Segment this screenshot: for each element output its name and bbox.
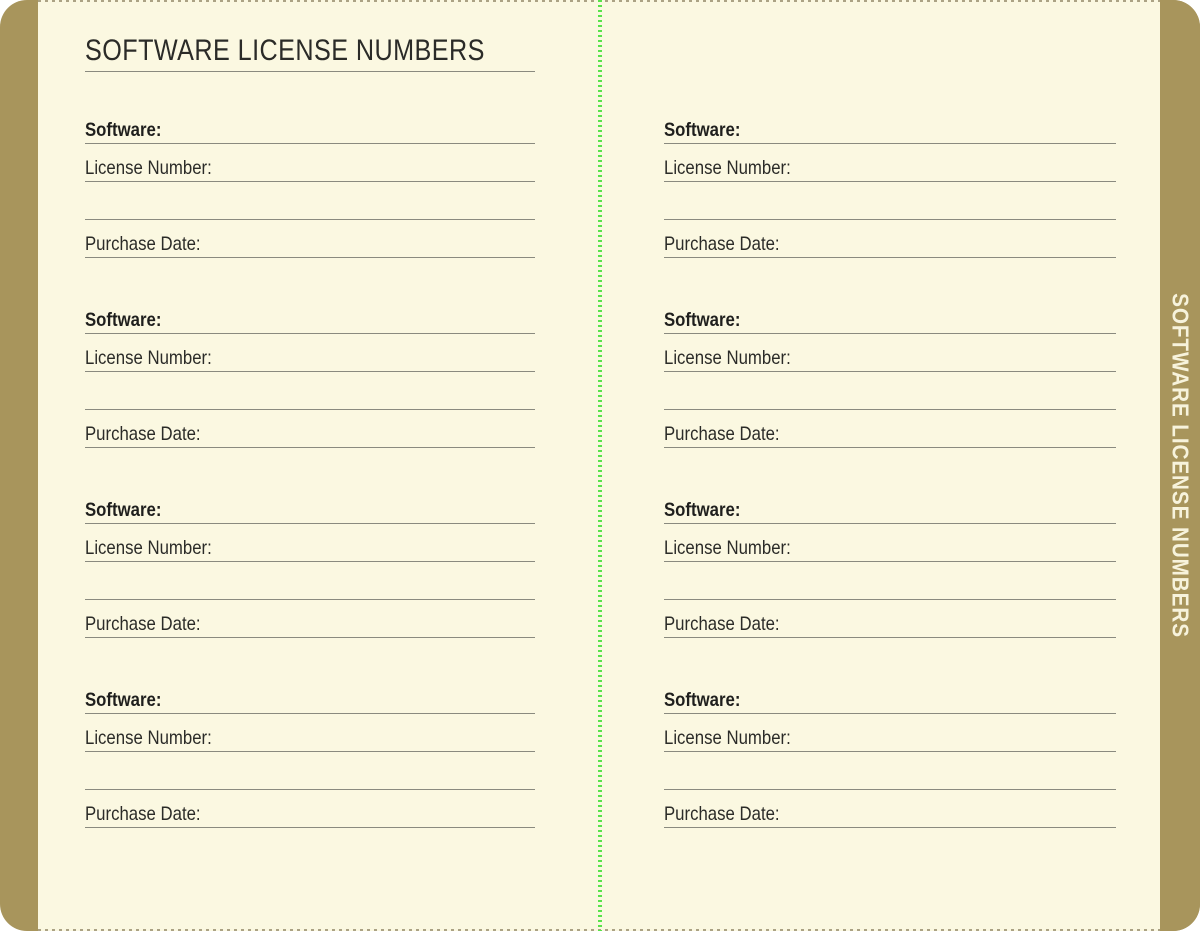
purchase-date-label: Purchase Date: bbox=[664, 232, 780, 255]
purchase-date-label: Purchase Date: bbox=[664, 422, 780, 445]
right-column bbox=[664, 119, 1116, 879]
software-label: Software: bbox=[85, 118, 162, 141]
license-number-line bbox=[85, 524, 535, 562]
page-title-text: SOFTWARE LICENSE NUMBERS bbox=[85, 34, 485, 67]
license-number-line bbox=[85, 334, 535, 372]
license-number-label: License Number: bbox=[85, 346, 212, 369]
side-tab bbox=[1160, 0, 1200, 931]
license-number-extra-line bbox=[664, 182, 1116, 220]
license-number-label: License Number: bbox=[664, 726, 791, 749]
page-title bbox=[85, 36, 535, 72]
purchase-date-line bbox=[664, 410, 1116, 448]
software-label: Software: bbox=[664, 308, 741, 331]
license-number-extra-line bbox=[664, 752, 1116, 790]
license-number-label: License Number: bbox=[85, 536, 212, 559]
license-entry bbox=[85, 499, 535, 638]
license-number-line bbox=[664, 714, 1116, 752]
license-number-extra-line bbox=[85, 562, 535, 600]
purchase-date-label: Purchase Date: bbox=[664, 612, 780, 635]
software-line bbox=[85, 499, 535, 524]
license-number-extra-line bbox=[664, 372, 1116, 410]
license-number-line bbox=[85, 714, 535, 752]
purchase-date-line bbox=[85, 600, 535, 638]
license-number-extra-line bbox=[664, 562, 1116, 600]
purchase-date-line bbox=[664, 220, 1116, 258]
license-number-extra-line bbox=[85, 752, 535, 790]
license-entry bbox=[85, 309, 535, 448]
purchase-date-label: Purchase Date: bbox=[85, 232, 201, 255]
purchase-date-line bbox=[85, 790, 535, 828]
center-divider bbox=[598, 0, 602, 931]
license-number-label: License Number: bbox=[664, 536, 791, 559]
software-label: Software: bbox=[664, 118, 741, 141]
license-entry bbox=[664, 499, 1116, 638]
software-line bbox=[85, 119, 535, 144]
purchase-date-line bbox=[664, 790, 1116, 828]
license-number-line bbox=[664, 144, 1116, 182]
license-number-extra-line bbox=[85, 182, 535, 220]
license-number-line bbox=[664, 524, 1116, 562]
purchase-date-label: Purchase Date: bbox=[85, 802, 201, 825]
license-number-label: License Number: bbox=[85, 726, 212, 749]
purchase-date-label: Purchase Date: bbox=[85, 612, 201, 635]
side-tab-label: SOFTWARE LICENSE NUMBERS bbox=[1167, 293, 1194, 638]
license-number-label: License Number: bbox=[664, 346, 791, 369]
software-line bbox=[664, 119, 1116, 144]
license-number-label: License Number: bbox=[664, 156, 791, 179]
license-entry bbox=[664, 689, 1116, 828]
software-line bbox=[664, 689, 1116, 714]
purchase-date-line bbox=[85, 220, 535, 258]
purchase-date-label: Purchase Date: bbox=[85, 422, 201, 445]
software-label: Software: bbox=[664, 688, 741, 711]
software-line bbox=[664, 499, 1116, 524]
software-line bbox=[85, 309, 535, 334]
license-number-line bbox=[85, 144, 535, 182]
software-line bbox=[85, 689, 535, 714]
software-label: Software: bbox=[85, 498, 162, 521]
purchase-date-label: Purchase Date: bbox=[664, 802, 780, 825]
license-entry bbox=[85, 119, 535, 258]
left-column bbox=[85, 119, 535, 879]
software-label: Software: bbox=[85, 308, 162, 331]
license-entry bbox=[85, 689, 535, 828]
license-number-extra-line bbox=[85, 372, 535, 410]
software-label: Software: bbox=[664, 498, 741, 521]
license-number-label: License Number: bbox=[85, 156, 212, 179]
license-entry bbox=[664, 119, 1116, 258]
purchase-date-line bbox=[664, 600, 1116, 638]
software-label: Software: bbox=[85, 688, 162, 711]
license-entry bbox=[664, 309, 1116, 448]
license-number-line bbox=[664, 334, 1116, 372]
software-line bbox=[664, 309, 1116, 334]
purchase-date-line bbox=[85, 410, 535, 448]
